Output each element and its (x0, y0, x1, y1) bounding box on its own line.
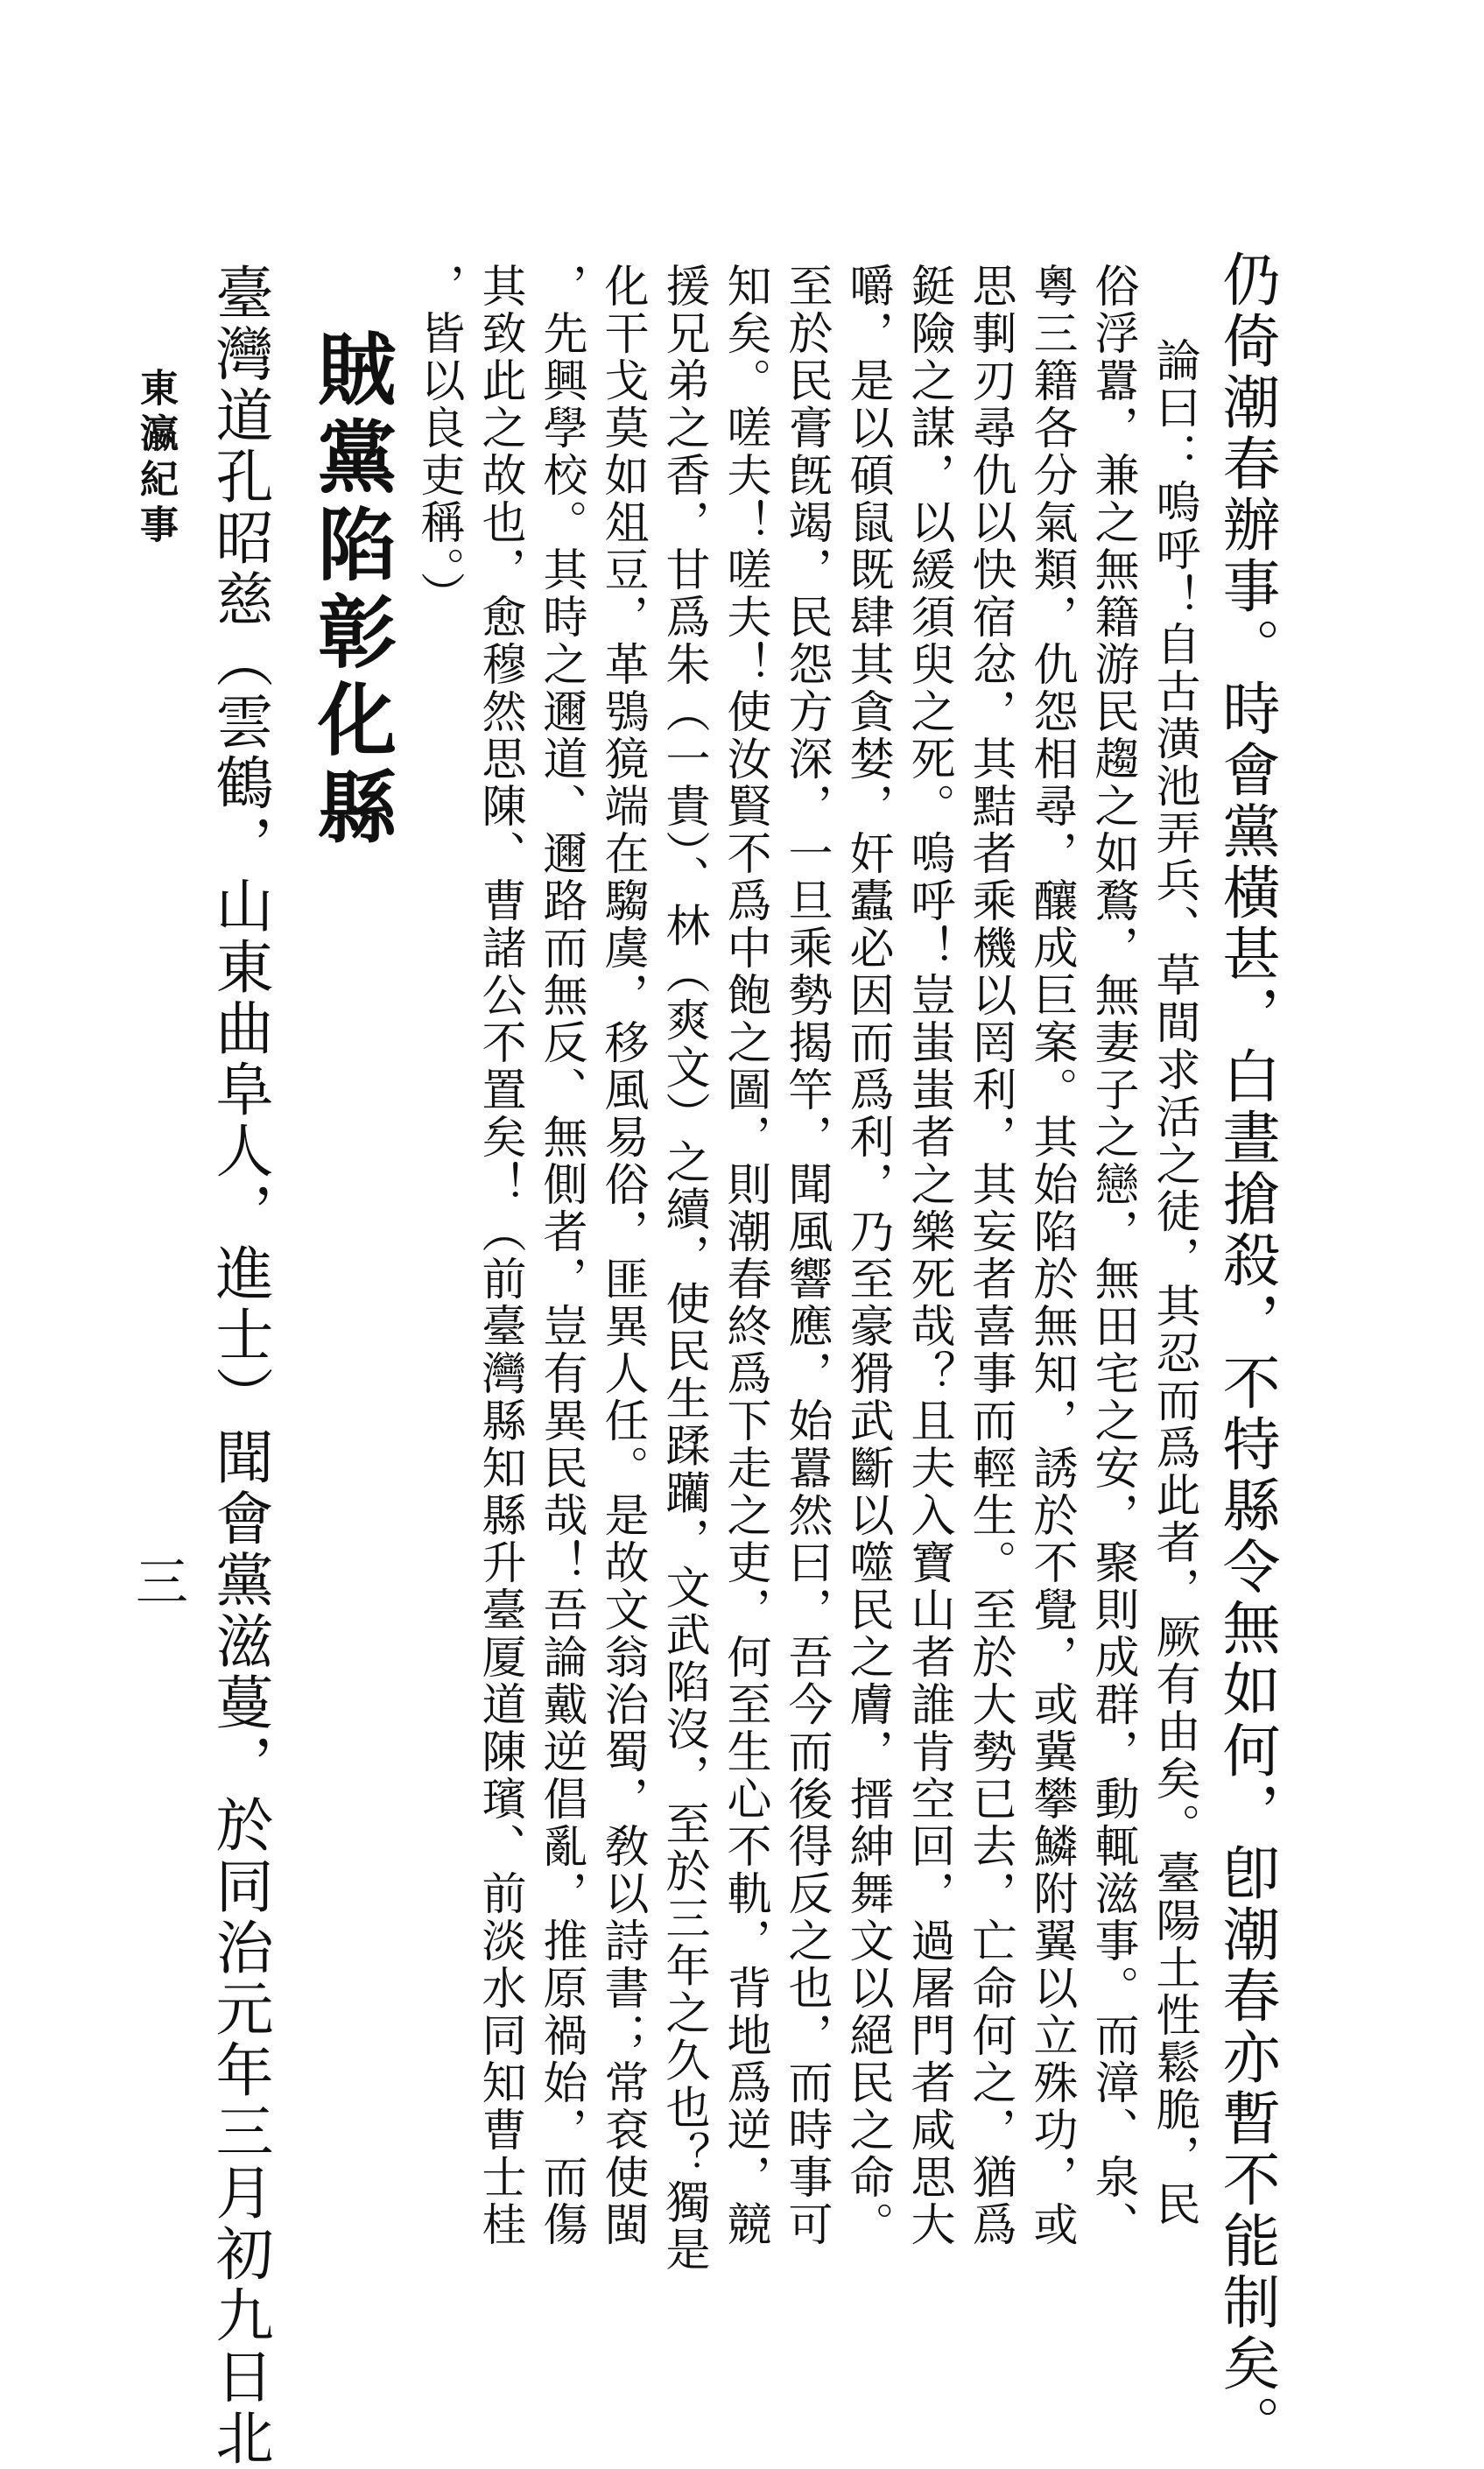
text-column-10: 援兄弟之香，甘爲朱（一貴）、林（爽文）之續，使民生蹂躪，文武陷沒，至於三年之久也？獨是 (658, 263, 709, 2274)
text-column-14: ，皆以良吏稱。） (412, 263, 464, 619)
running-title: 東瀛紀事 (133, 368, 178, 550)
text-column-6: 鋌險之謀，以緩須臾之死。嗚呼！豈蚩蚩者之樂死哉？且夫入寶山者誰肯空回，過屠門者咸思大 (903, 263, 954, 2248)
text-column-5: 思剚刃尋仇以快宿忿，其黠者乘機以罔利，其妄者喜事而輕生。至於大勢已去，亡命何之，猶爲 (964, 263, 1016, 2248)
text-column-13: 其致此之故也，愈穆然思陳、曹諸公不置矣！（前臺灣縣知縣升臺厦道陳璸、前淡水同知曹士桂 (474, 263, 525, 2248)
text-column-12: ，先興學校。其時之邇道、邇路而無反、無側者，豈有異民哉！吾論戴逆倡亂，推原禍始，而傷 (535, 263, 587, 2248)
text-column-9: 知矣。嗟夫！嗟夫！使汝賢不爲中飽之圖，則潮春終爲下走之吏，何至生心不軌，背地爲逆，競 (719, 263, 770, 2248)
text-column-4: 粵三籍各分氣類，仇怨相尋，釀成巨案。其始陷於無知，誘於不覺，或冀攀鱗附翼以立殊功，或 (1025, 263, 1077, 2248)
text-column-7: 嚼，是以碩鼠既肆其貪婪，奸蠹必因而爲利，乃至豪猾武斷以噬民之膚，搢紳舞文以絕民之命。 (841, 263, 893, 2248)
text-column-11: 化干戈莫如俎豆，革鴞獍端在騶虞，移風易俗，匪異人任。是故文翁治蜀，敎以詩書；常袞使閩 (596, 263, 648, 2248)
page-number: 三 (127, 1554, 188, 1607)
text-column-3: 俗浮囂，兼之無籍游民趨之如鶩，無妻子之戀，無田宅之安，聚則成群，動輒滋事。而漳、泉、 (1087, 263, 1138, 2248)
text-column-1: 仍倚潮春辦事。時會黨橫甚，白晝搶殺，不特縣令無如何，卽潮春亦暫不能制矣。 (1213, 250, 1280, 2456)
text-column-8: 至於民膏旣竭，民怨方深，一旦乘勢揭竿，聞風響應，始囂然曰，吾今而後得反之也，而時事可 (780, 263, 832, 2248)
text-column-2: 論曰：嗚呼！自古潢池弄兵、草間求活之徒，其忍而爲此者，厥有由矣。臺陽土性鬆脆，民 (1148, 337, 1199, 2228)
section-heading: 賊黨陷彰化縣 (304, 328, 397, 854)
section-first-line: 臺灣道孔昭慈（雲鶴，山東曲阜人，進士）聞會黨滋蔓，於同治元年三月初九日北 (206, 263, 273, 2469)
